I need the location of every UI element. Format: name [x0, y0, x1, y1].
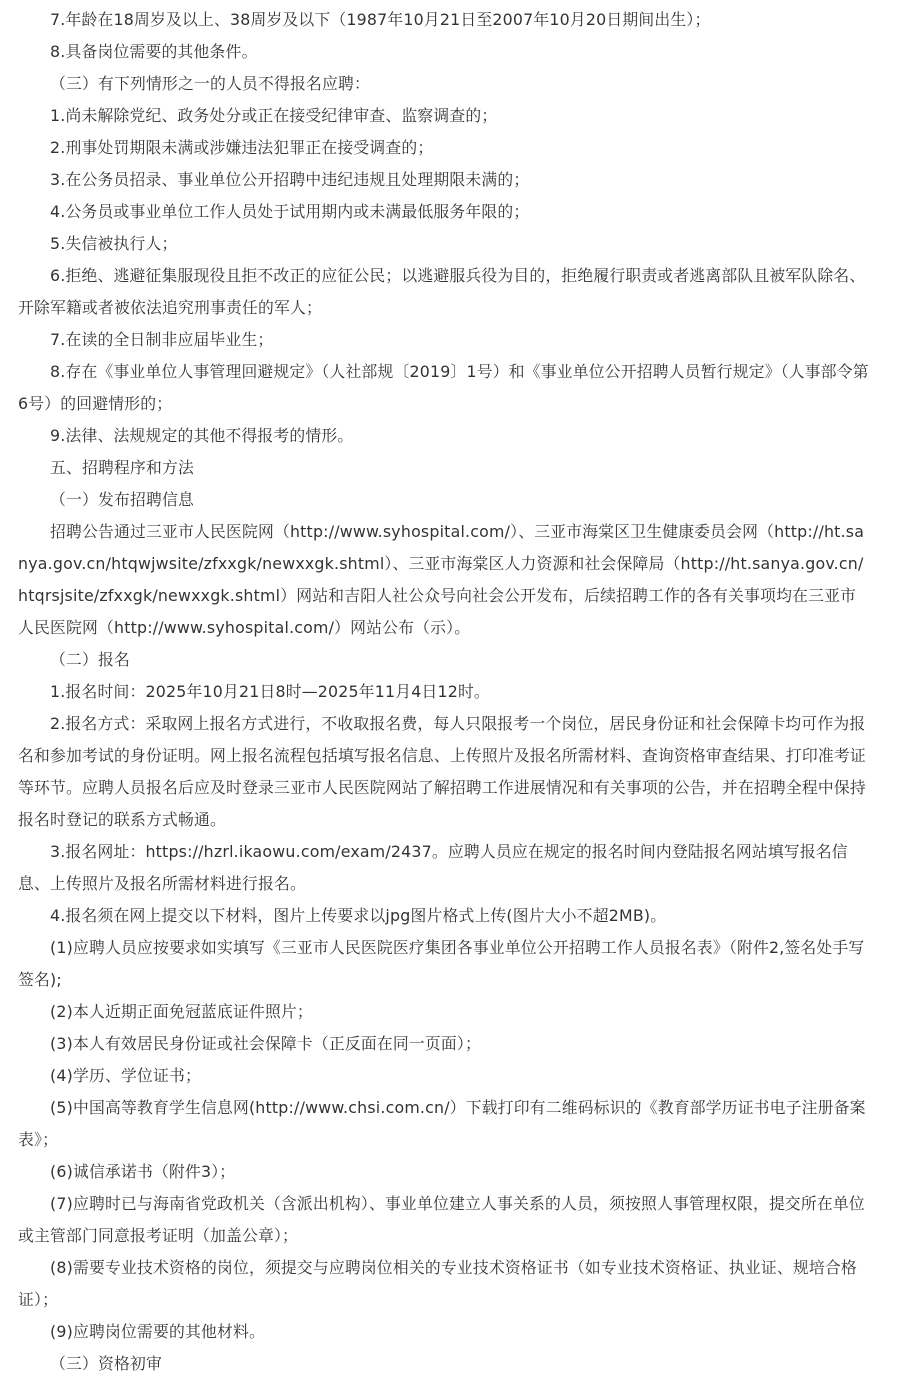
list-item: 8.存在《事业单位人事管理回避规定》（人社部规〔2019〕1号）和《事业单位公开招聘人员暂行规定》（人事部令第6号）的回避情形的；: [18, 362, 869, 413]
list-item: 9.法律、法规规定的其他不得报考的情形。: [50, 426, 354, 445]
subsection-heading-qualification-review: （三）资格初审: [50, 1354, 162, 1373]
subsection-heading-publish: （一）发布招聘信息: [50, 490, 194, 509]
section-heading-ineligible: （三）有下列情形之一的人员不得报名应聘：: [50, 74, 370, 93]
list-item: 2.刑事处罚期限未满或涉嫌违法犯罪正在接受调查的；: [50, 138, 434, 157]
list-item: (8)需要专业技术资格的岗位，须提交与应聘岗位相关的专业技术资格证书（如专业技术资格证、执业证、规培合格证）；: [18, 1258, 857, 1309]
section-heading-procedure: 五、招聘程序和方法: [50, 458, 194, 477]
list-item: 3.在公务员招录、事业单位公开招聘中违纪违规且处理期限未满的；: [50, 170, 530, 189]
paragraph-registration-url: 3.报名网址：https://hzrl.ikaowu.com/exam/2437。应聘人员应在规定的报名时间内登陆报名网站填写报名信息、上传照片及报名所需材料进行报名。: [18, 842, 848, 893]
list-item: 5.失信被执行人；: [50, 234, 178, 253]
list-item: (7)应聘时已与海南省党政机关（含派出机构）、事业单位建立人事关系的人员，须按照人事管理权限，提交所在单位或主管部门同意报考证明（加盖公章）；: [18, 1194, 865, 1245]
paragraph-age-requirement: 7.年龄在18周岁及以上、38周岁及以下（1987年10月21日至2007年10月20日期间出生）；: [50, 10, 711, 29]
list-item: 6.拒绝、逃避征集服现役且拒不改正的应征公民；以逃避服兵役为目的，拒绝履行职责或者逃离部队且被军队除名、开除军籍或者被依法追究刑事责任的军人；: [18, 266, 866, 317]
list-item: (4)学历、学位证书；: [50, 1066, 201, 1085]
list-item: (6)诚信承诺书（附件3）；: [50, 1162, 236, 1181]
list-item: (1)应聘人员应按要求如实填写《三亚市人民医院医疗集团各事业单位公开招聘工作人员报名表》（附件2,签名处手写签名);: [18, 938, 865, 989]
paragraph-publish-info: 招聘公告通过三亚市人民医院网（http://www.syhospital.com/）、三亚市海棠区卫生健康委员会网（http://ht.sanya.gov.cn/htqwjwsite/zfxxgk/newxxgk.shtml）、三亚市海棠区人力资源和社会保障局（http://ht.sanya.gov.cn/htqrsjsite/zfxxgk/newxxgk.shtml）网站和吉阳人社公众号向社会公开发布，后续招聘工作的各有关事项均在三亚市人民医院网（http://www.syhospital.com/）网站公布（示）。: [18, 522, 865, 637]
paragraph-registration-method: 2.报名方式：采取网上报名方式进行，不收取报名费，每人只限报考一个岗位，居民身份证和社会保障卡均可作为报名和参加考试的身份证明。网上报名流程包括填写报名信息、上传照片及报名所需材料、查询资格审查结果、打印准考证等环节。应聘人员报名后应及时登录三亚市人民医院网站了解招聘工作进展情况和有关事项的公告，并在招聘全程中保持报名时登记的联系方式畅通。: [18, 714, 866, 829]
list-item: (2)本人近期正面免冠蓝底证件照片；: [50, 1002, 313, 1021]
list-item: 4.公务员或事业单位工作人员处于试用期内或未满最低服务年限的；: [50, 202, 530, 221]
list-item: 1.尚未解除党纪、政务处分或正在接受纪律审查、监察调查的；: [50, 106, 498, 125]
paragraph-required-materials: 4.报名须在网上提交以下材料，图片上传要求以jpg图片格式上传(图片大小不超2MB)。: [50, 906, 667, 925]
list-item: (3)本人有效居民身份证或社会保障卡（正反面在同一页面）；: [50, 1034, 481, 1053]
paragraph-registration-time: 1.报名时间：2025年10月21日8时—2025年11月4日12时。: [50, 682, 490, 701]
list-item: (5)中国高等教育学生信息网(http://www.chsi.com.cn/）下载打印有二维码标识的《教育部学历证书电子注册备案表》；: [18, 1098, 866, 1149]
list-item: (9)应聘岗位需要的其他材料。: [50, 1322, 265, 1341]
list-item: 7.在读的全日制非应届毕业生；: [50, 330, 274, 349]
document-body: [18, 4, 870, 1380]
paragraph-other-conditions: 8.具备岗位需要的其他条件。: [50, 42, 258, 61]
subsection-heading-registration: （二）报名: [50, 650, 130, 669]
